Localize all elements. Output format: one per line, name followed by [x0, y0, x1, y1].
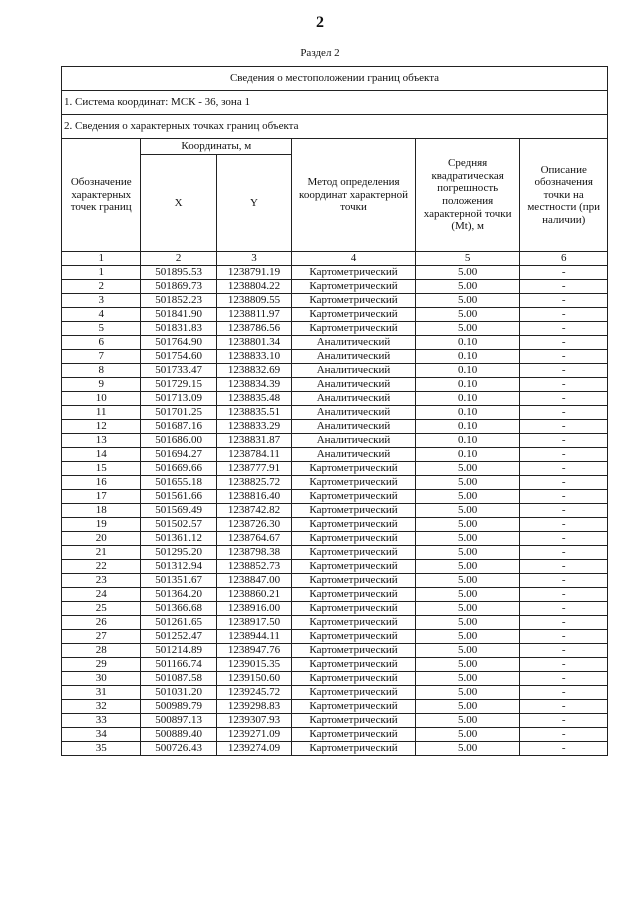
cell-method: Картометрический	[292, 518, 416, 532]
header-method: Метод определения координат характерной точки	[292, 139, 416, 252]
cell-point-id: 26	[62, 616, 141, 630]
cell-coord-x: 501214.89	[141, 644, 216, 658]
cell-description: -	[520, 322, 608, 336]
cell-error: 5.00	[415, 266, 520, 280]
cell-method: Картометрический	[292, 728, 416, 742]
cell-description: -	[520, 392, 608, 406]
table-row	[62, 742, 608, 756]
cell-point-id: 16	[62, 476, 141, 490]
cell-point-id: 30	[62, 672, 141, 686]
cell-point-id: 6	[62, 336, 141, 350]
cell-error: 5.00	[415, 504, 520, 518]
cell-method: Картометрический	[292, 644, 416, 658]
cell-error: 0.10	[415, 350, 520, 364]
cell-point-id: 20	[62, 532, 141, 546]
cell-error: 5.00	[415, 728, 520, 742]
cell-method: Картометрический	[292, 546, 416, 560]
table-row	[62, 672, 608, 686]
cell-point-id: 33	[62, 714, 141, 728]
header-error: Средняя квадратическая погрешность положения характерной точки (Mt), м	[415, 139, 520, 252]
cell-description: -	[520, 588, 608, 602]
cell-point-id: 18	[62, 504, 141, 518]
cell-coord-y: 1238832.69	[216, 364, 291, 378]
cell-coord-x: 501569.49	[141, 504, 216, 518]
cell-point-id: 10	[62, 392, 141, 406]
cell-method: Аналитический	[292, 392, 416, 406]
cell-method: Картометрический	[292, 294, 416, 308]
cell-coord-y: 1239245.72	[216, 686, 291, 700]
cell-coord-y: 1238916.00	[216, 602, 291, 616]
cell-point-id: 32	[62, 700, 141, 714]
cell-point-id: 22	[62, 560, 141, 574]
cell-coord-x: 501729.15	[141, 378, 216, 392]
cell-description: -	[520, 378, 608, 392]
cell-coord-x: 501713.09	[141, 392, 216, 406]
cell-description: -	[520, 574, 608, 588]
cell-error: 5.00	[415, 532, 520, 546]
cell-method: Аналитический	[292, 448, 416, 462]
cell-method: Картометрический	[292, 714, 416, 728]
cell-method: Картометрический	[292, 322, 416, 336]
cell-coord-y: 1238833.10	[216, 350, 291, 364]
cell-coord-y: 1238786.56	[216, 322, 291, 336]
cell-point-id: 8	[62, 364, 141, 378]
table-row	[62, 658, 608, 672]
cell-coord-x: 501764.90	[141, 336, 216, 350]
cell-coord-x: 501669.66	[141, 462, 216, 476]
cell-method: Аналитический	[292, 406, 416, 420]
cell-coord-y: 1238804.22	[216, 280, 291, 294]
table-row	[62, 504, 608, 518]
cell-point-id: 1	[62, 266, 141, 280]
cell-coord-y: 1238742.82	[216, 504, 291, 518]
table-row	[62, 308, 608, 322]
table-row	[62, 546, 608, 560]
cell-coord-x: 501686.00	[141, 434, 216, 448]
cell-error: 5.00	[415, 588, 520, 602]
cell-coord-y: 1238784.11	[216, 448, 291, 462]
cell-error: 5.00	[415, 560, 520, 574]
cell-error: 5.00	[415, 644, 520, 658]
cell-description: -	[520, 434, 608, 448]
cell-method: Картометрический	[292, 462, 416, 476]
boundary-points-table	[61, 66, 608, 756]
cell-point-id: 15	[62, 462, 141, 476]
table-row	[62, 406, 608, 420]
cell-coord-x: 501841.90	[141, 308, 216, 322]
cell-point-id: 2	[62, 280, 141, 294]
table-row	[62, 602, 608, 616]
table-row	[62, 700, 608, 714]
table-row	[62, 560, 608, 574]
column-number: 2	[141, 252, 216, 266]
cell-coord-x: 501895.53	[141, 266, 216, 280]
cell-coord-x: 501502.57	[141, 518, 216, 532]
section-label: Раздел 2	[300, 47, 340, 59]
cell-coord-y: 1238847.00	[216, 574, 291, 588]
cell-description: -	[520, 560, 608, 574]
cell-error: 5.00	[415, 308, 520, 322]
cell-coord-y: 1238726.30	[216, 518, 291, 532]
cell-description: -	[520, 364, 608, 378]
cell-error: 0.10	[415, 420, 520, 434]
column-number: 6	[520, 252, 608, 266]
cell-description: -	[520, 266, 608, 280]
cell-description: -	[520, 644, 608, 658]
cell-error: 5.00	[415, 294, 520, 308]
cell-coord-y: 1238801.34	[216, 336, 291, 350]
cell-coord-x: 501261.65	[141, 616, 216, 630]
table-row	[62, 266, 608, 280]
cell-description: -	[520, 686, 608, 700]
cell-point-id: 19	[62, 518, 141, 532]
cell-coord-x: 501694.27	[141, 448, 216, 462]
points-body	[62, 266, 608, 756]
cell-description: -	[520, 700, 608, 714]
cell-coord-x: 501312.94	[141, 560, 216, 574]
cell-coord-x: 500989.79	[141, 700, 216, 714]
table-row	[62, 518, 608, 532]
cell-coord-y: 1238798.38	[216, 546, 291, 560]
cell-error: 5.00	[415, 630, 520, 644]
cell-method: Картометрический	[292, 266, 416, 280]
cell-coord-y: 1238947.76	[216, 644, 291, 658]
cell-description: -	[520, 518, 608, 532]
cell-error: 5.00	[415, 714, 520, 728]
cell-method: Аналитический	[292, 350, 416, 364]
table-row	[62, 644, 608, 658]
table-row	[62, 280, 608, 294]
cell-coord-x: 500897.13	[141, 714, 216, 728]
cell-coord-y: 1238835.51	[216, 406, 291, 420]
cell-method: Аналитический	[292, 434, 416, 448]
cell-coord-x: 501754.60	[141, 350, 216, 364]
cell-point-id: 27	[62, 630, 141, 644]
cell-method: Картометрический	[292, 602, 416, 616]
cell-method: Картометрический	[292, 308, 416, 322]
column-numbers-row	[62, 252, 608, 266]
cell-point-id: 14	[62, 448, 141, 462]
cell-coord-y: 1239298.83	[216, 700, 291, 714]
table-row	[62, 336, 608, 350]
cell-error: 5.00	[415, 574, 520, 588]
cell-point-id: 21	[62, 546, 141, 560]
table-row	[62, 616, 608, 630]
cell-coord-x: 501252.47	[141, 630, 216, 644]
cell-point-id: 28	[62, 644, 141, 658]
cell-coord-y: 1238791.19	[216, 266, 291, 280]
cell-coord-x: 501087.58	[141, 672, 216, 686]
table-row	[62, 350, 608, 364]
table-row	[62, 364, 608, 378]
cell-coord-x: 501361.12	[141, 532, 216, 546]
cell-description: -	[520, 728, 608, 742]
cell-point-id: 11	[62, 406, 141, 420]
cell-error: 5.00	[415, 462, 520, 476]
cell-coord-y: 1239015.35	[216, 658, 291, 672]
cell-description: -	[520, 616, 608, 630]
cell-coord-y: 1238811.97	[216, 308, 291, 322]
cell-method: Картометрический	[292, 476, 416, 490]
cell-coord-y: 1239150.60	[216, 672, 291, 686]
cell-description: -	[520, 476, 608, 490]
column-number: 3	[216, 252, 291, 266]
cell-description: -	[520, 490, 608, 504]
coord-system: 1. Система координат: МСК - 36, зона 1	[62, 91, 608, 115]
cell-error: 5.00	[415, 518, 520, 532]
header-coordinates: Координаты, м	[141, 139, 292, 155]
cell-coord-y: 1238860.21	[216, 588, 291, 602]
cell-coord-y: 1238944.11	[216, 630, 291, 644]
cell-description: -	[520, 420, 608, 434]
cell-coord-y: 1239274.09	[216, 742, 291, 756]
cell-coord-y: 1238835.48	[216, 392, 291, 406]
cell-method: Картометрический	[292, 672, 416, 686]
header-description: Описание обозначения точки на местности (при наличии)	[520, 139, 608, 252]
cell-coord-x: 501852.23	[141, 294, 216, 308]
cell-point-id: 24	[62, 588, 141, 602]
cell-method: Картометрический	[292, 588, 416, 602]
cell-description: -	[520, 630, 608, 644]
cell-description: -	[520, 504, 608, 518]
cell-coord-x: 501687.16	[141, 420, 216, 434]
cell-description: -	[520, 350, 608, 364]
cell-description: -	[520, 406, 608, 420]
cell-coord-y: 1239307.93	[216, 714, 291, 728]
cell-method: Картометрический	[292, 700, 416, 714]
table-row	[62, 714, 608, 728]
column-number: 1	[62, 252, 141, 266]
cell-point-id: 25	[62, 602, 141, 616]
cell-point-id: 3	[62, 294, 141, 308]
cell-error: 5.00	[415, 742, 520, 756]
cell-coord-y: 1238777.91	[216, 462, 291, 476]
cell-point-id: 34	[62, 728, 141, 742]
table-title: Сведения о местоположении границ объекта	[62, 67, 608, 91]
table-row	[62, 420, 608, 434]
cell-coord-y: 1238809.55	[216, 294, 291, 308]
cell-error: 5.00	[415, 616, 520, 630]
cell-coord-x: 501351.67	[141, 574, 216, 588]
cell-error: 0.10	[415, 406, 520, 420]
table-row	[62, 574, 608, 588]
cell-error: 5.00	[415, 490, 520, 504]
page-number: 2	[316, 14, 324, 31]
cell-description: -	[520, 280, 608, 294]
header-x: X	[141, 155, 216, 252]
points-title: 2. Сведения о характерных точках границ объекта	[62, 115, 608, 139]
cell-error: 5.00	[415, 322, 520, 336]
cell-error: 5.00	[415, 476, 520, 490]
cell-method: Картометрический	[292, 532, 416, 546]
cell-coord-y: 1238764.67	[216, 532, 291, 546]
cell-description: -	[520, 672, 608, 686]
cell-method: Картометрический	[292, 490, 416, 504]
cell-description: -	[520, 742, 608, 756]
header-designation: Обозначение характерных точек границ	[62, 139, 141, 252]
cell-description: -	[520, 602, 608, 616]
table-row	[62, 448, 608, 462]
cell-point-id: 31	[62, 686, 141, 700]
cell-method: Аналитический	[292, 364, 416, 378]
cell-error: 0.10	[415, 336, 520, 350]
cell-description: -	[520, 308, 608, 322]
cell-point-id: 29	[62, 658, 141, 672]
cell-point-id: 17	[62, 490, 141, 504]
cell-coord-y: 1238816.40	[216, 490, 291, 504]
cell-coord-y: 1238852.73	[216, 560, 291, 574]
cell-coord-x: 501031.20	[141, 686, 216, 700]
cell-coord-x: 501166.74	[141, 658, 216, 672]
cell-error: 0.10	[415, 378, 520, 392]
cell-point-id: 35	[62, 742, 141, 756]
column-number: 5	[415, 252, 520, 266]
table-row	[62, 322, 608, 336]
cell-error: 5.00	[415, 686, 520, 700]
cell-method: Аналитический	[292, 420, 416, 434]
cell-method: Картометрический	[292, 686, 416, 700]
cell-point-id: 5	[62, 322, 141, 336]
cell-coord-x: 501655.18	[141, 476, 216, 490]
cell-coord-x: 501869.73	[141, 280, 216, 294]
cell-error: 5.00	[415, 602, 520, 616]
cell-coord-y: 1238831.87	[216, 434, 291, 448]
cell-coord-x: 501733.47	[141, 364, 216, 378]
table-row	[62, 294, 608, 308]
cell-description: -	[520, 462, 608, 476]
cell-method: Картометрический	[292, 630, 416, 644]
table-row	[62, 476, 608, 490]
cell-method: Аналитический	[292, 378, 416, 392]
cell-error: 5.00	[415, 672, 520, 686]
table-row	[62, 588, 608, 602]
table-row	[62, 532, 608, 546]
cell-error: 0.10	[415, 448, 520, 462]
cell-coord-y: 1238833.29	[216, 420, 291, 434]
cell-coord-y: 1238834.39	[216, 378, 291, 392]
table-row	[62, 630, 608, 644]
cell-method: Картометрический	[292, 658, 416, 672]
cell-coord-x: 500889.40	[141, 728, 216, 742]
table-row	[62, 378, 608, 392]
cell-description: -	[520, 448, 608, 462]
table-row	[62, 462, 608, 476]
table-row	[62, 728, 608, 742]
cell-coord-x: 501831.83	[141, 322, 216, 336]
cell-description: -	[520, 294, 608, 308]
cell-description: -	[520, 532, 608, 546]
cell-error: 5.00	[415, 700, 520, 714]
cell-coord-y: 1238825.72	[216, 476, 291, 490]
cell-method: Картометрический	[292, 560, 416, 574]
header-y: Y	[216, 155, 291, 252]
table-row	[62, 490, 608, 504]
cell-description: -	[520, 714, 608, 728]
cell-error: 5.00	[415, 546, 520, 560]
cell-method: Картометрический	[292, 280, 416, 294]
cell-method: Картометрический	[292, 504, 416, 518]
table-row	[62, 392, 608, 406]
cell-coord-y: 1238917.50	[216, 616, 291, 630]
cell-description: -	[520, 546, 608, 560]
cell-point-id: 4	[62, 308, 141, 322]
cell-point-id: 7	[62, 350, 141, 364]
column-number: 4	[292, 252, 416, 266]
cell-coord-x: 501364.20	[141, 588, 216, 602]
table-row	[62, 686, 608, 700]
cell-point-id: 23	[62, 574, 141, 588]
cell-error: 5.00	[415, 658, 520, 672]
cell-coord-x: 501561.66	[141, 490, 216, 504]
cell-error: 0.10	[415, 434, 520, 448]
cell-coord-x: 501366.68	[141, 602, 216, 616]
cell-method: Картометрический	[292, 742, 416, 756]
cell-description: -	[520, 658, 608, 672]
cell-error: 0.10	[415, 364, 520, 378]
cell-method: Аналитический	[292, 336, 416, 350]
cell-point-id: 13	[62, 434, 141, 448]
cell-error: 0.10	[415, 392, 520, 406]
cell-coord-y: 1239271.09	[216, 728, 291, 742]
cell-coord-x: 501701.25	[141, 406, 216, 420]
cell-coord-x: 501295.20	[141, 546, 216, 560]
cell-coord-x: 500726.43	[141, 742, 216, 756]
cell-method: Картометрический	[292, 616, 416, 630]
cell-point-id: 12	[62, 420, 141, 434]
table-row	[62, 434, 608, 448]
cell-method: Картометрический	[292, 574, 416, 588]
cell-error: 5.00	[415, 280, 520, 294]
cell-point-id: 9	[62, 378, 141, 392]
cell-description: -	[520, 336, 608, 350]
